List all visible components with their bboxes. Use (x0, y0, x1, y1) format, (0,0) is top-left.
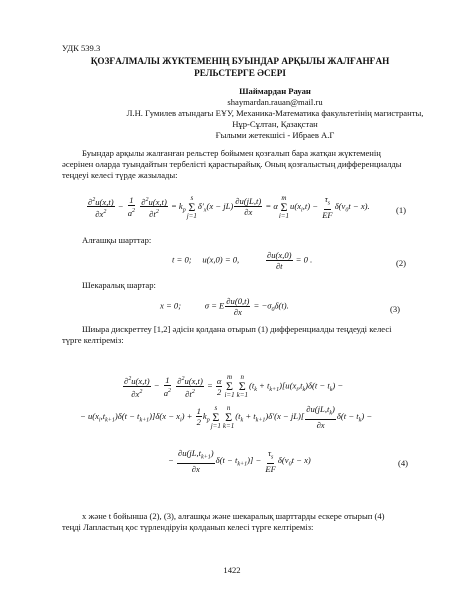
para3-line-2: теңді Лапластың қос түрлендіруін қолданып келесі түрге келтіреміз: (62, 522, 314, 532)
para1-line-2: әсерінен оларда туындайтын тербелісті қарастырайық. Оның қозғалыстың дифференциалды (62, 159, 402, 169)
equation-4-line-3: − $\frac{\partial u(jL,t_{k+1})}{\partial x}$ $\delta(t - t_{k+1})$] − $\frac{\tau_s}{EF}$ $\delta(v_0t - x)$ (168, 448, 311, 474)
paper-title-line-1: ҚОЗҒАЛМАЛЫ ЖҮКТЕМЕНІҢ БУЫНДАР АРҚЫЛЫ ЖАЛҒАНҒАН (90, 56, 390, 66)
para2-line-1: Шиыра дискреттеу [1,2] әдісін қолдана отырып (1) дифференциалды теңдеуді келесі (82, 324, 392, 334)
equation-4-number: (4) (398, 458, 409, 468)
page-number: 1422 (223, 565, 241, 575)
initial-conditions-label: Алғашқы шарттар: (82, 235, 152, 245)
equation-3: x = 0; σ = E $\frac{\partial u(0,t)}{\partial x}$ = $-\sigma_0\delta(t)$. (160, 296, 289, 317)
equation-3-number: (3) (390, 304, 401, 314)
para1-line-3: теңдеуі келесі түрде жазылады: (62, 170, 178, 180)
udc-code: УДК 539.3 (62, 43, 101, 53)
equation-2-number: (2) (396, 258, 407, 268)
author-affiliation: Л.Н. Гумилев атындағы ЕҰУ, Механика-Математика факультетінің магистранты, (126, 108, 424, 118)
para2-line-2: түрге келтіреміз: (62, 335, 124, 345)
para1-line-1: Буындар арқылы жалғанған рельстер бойымен қозғалып бара жатқан жүктеменің (82, 148, 381, 158)
para3-line-1: x және t бойынша (2), (3), алғашқы және шекаралық шарттарды ескере отырып (4) (82, 511, 385, 521)
author-city: Нұр-Сұлтан, Қазақстан (232, 119, 318, 129)
equation-1: $\frac{\partial^2u(x,t)}{\partial x^2}$ − $\frac{1}{a^2}$ $\frac{\partial^2u(x,t)}{\partial t^2}$ = $k_p$ s Σ j=1 $\delta'_x(x - jL)$ $\frac{\partial u(jL,t)}{\partial x}$ = α m Σ i=1 $u(x_i,t)$ − $\frac{\tau_s}{EF}$ $\delta(v_0t - x)$. (88, 193, 370, 220)
author-email: shaymardan.rauan@mail.ru (227, 97, 323, 107)
equation-4-line-1: $\frac{\partial^2u(x,t)}{\partial x^2}$ − $\frac{1}{a^2}$ $\frac{\partial^2u(x,t)}{\partial t^2}$ = $\frac{\alpha}{2}$ m Σ i=1 n Σ k=1 $(t_k + t_{k+1})[u(x_i,t_k)\delta(t - t_k)$ − (124, 373, 344, 400)
author-name: Шаймардан Рауан (239, 86, 311, 96)
supervisor: Ғылыми жетекшісі - Ибраев А.Г (215, 130, 335, 140)
paper-title-line-2: РЕЛЬСТЕРГЕ ӘСЕРІ (194, 68, 286, 78)
equation-2: t = 0; u(x,0) = 0, $\frac{\partial u(x,0)}{\partial t}$ = 0 . (172, 250, 313, 271)
boundary-conditions-label: Шекаралық шартар: (82, 280, 156, 290)
equation-4-line-2: − $u(x_i,t_{k+1})\delta(t - t_{k+1})]\delta(x - x_i)$ + $\frac{1}{2}$ $k_p$ s Σ j=1 n Σ k=1 $(t_k + t_{k+1})\delta'(x - jL)$[ $\frac{\partial u(jL,t_k)}{\partial x}$ $\delta(t - t_k)$ − (80, 403, 373, 430)
equation-1-number: (1) (396, 205, 407, 215)
